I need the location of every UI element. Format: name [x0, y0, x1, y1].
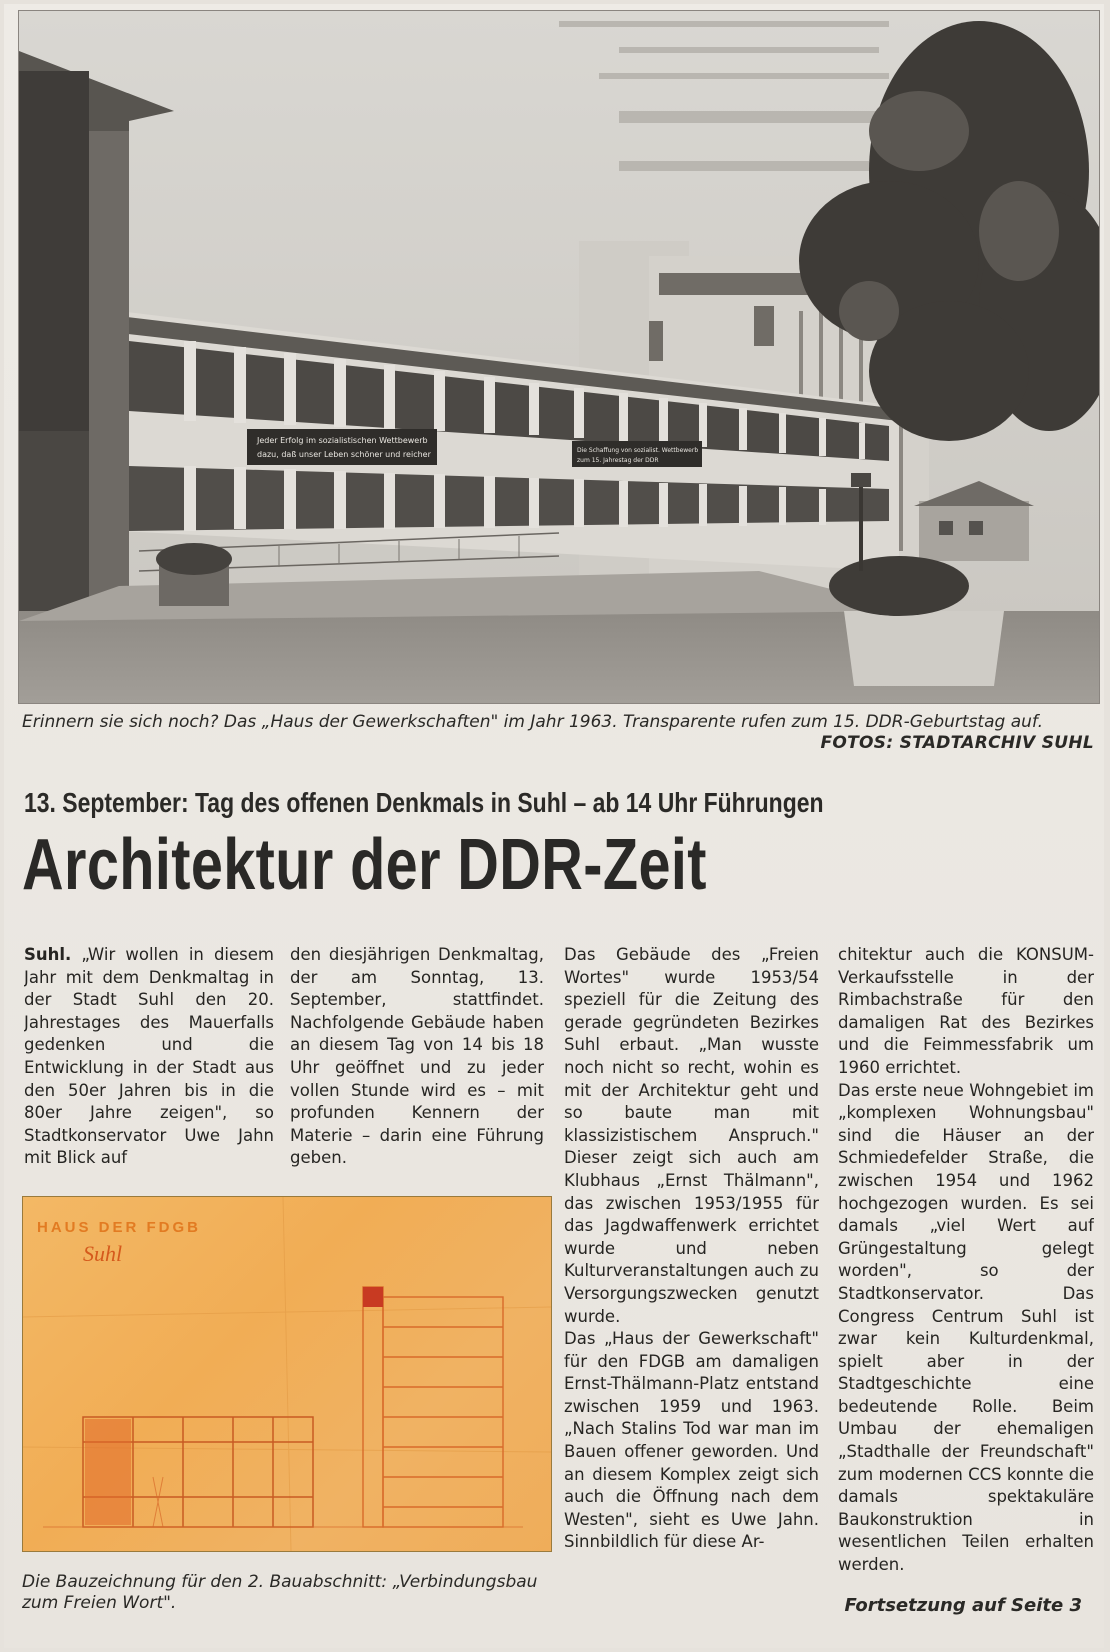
- dateline: Suhl.: [24, 945, 72, 964]
- article-column-1: [24, 944, 274, 1174]
- article-column-4: [838, 944, 1094, 1574]
- headline: Architektur der DDR-Zeit: [22, 825, 707, 905]
- svg-text:dazu, daß unser Leben schöner: dazu, daß unser Leben schöner und reicher: [257, 450, 431, 459]
- column-1-text: „Wir wollen in diesem Jahr mit dem Denkmaltag in der Stadt Suhl den 20. Jahrestages des Mauerfalls gedenken und die Entwicklung in der Stadt aus den 50er Jahren bis in die 80er Jahre zeigen", so Stadtkonservator Uwe Jahn mit Blick auf: [24, 945, 274, 1168]
- drawing-place-name: Suhl: [83, 1241, 123, 1266]
- column-3-paragraph-2: Das „Haus der Gewerkschaft" für den FDGB am damaligen Ernst-Thälmann-Platz entstand zwischen 1959 und 1963. „Nach Stalins Tod war man im Bauen offener geworden. Und an diesem Komplex zeigt sich auch die Öffnung nach dem Westen", sieht es Uwe Jahn. Sinnbildlich für diese Ar-: [564, 1329, 819, 1552]
- svg-text:zum 15. Jahrestag der DDR: zum 15. Jahrestag der DDR: [577, 457, 659, 464]
- column-2-text: den diesjährigen Denkmaltag, der am Sonntag, 13. September, stattfindet. Nachfolgende Gebäude haben an diesem Tag von 14 bis 18 Uhr geöffnet und zu jeder vollen Stunde wird es – mit profunden Kennern der Materie – darin eine Führung geben.: [290, 945, 544, 1168]
- historic-photo-haus-der-gewerkschaften: [18, 10, 1100, 704]
- photo-caption: [22, 712, 1094, 753]
- column-3-paragraph-1: Das Gebäude des „Freien Wortes" wurde 1953/54 speziell für die Zeitung des gerade gegründeten Bezirkes Suhl erbaut. „Man wusste noch nicht so recht, wohin es mit der Architektur geht und so baute man mit klassizistischem Anspruch." Dieser zeigt sich auch am Klubhaus „Ernst Thälmann", das zwischen 1953/1955 für das Jagdwaffenwerk errichtet wurde und neben Kulturveranstaltungen auch zu Versorgungszwecken genutzt wurde.: [564, 945, 819, 1326]
- column-4-paragraph-2: Das erste neue Wohngebiet im „komplexen Wohnungsbau" sind die Häuser an der Schmiedefelder Straße, die zwischen 1954 und 1962 hochgezogen wurden. Es sei damals „viel Wert auf Grüngestaltung gelegt worden", so der Stadtkonservator. Das Congress Centrum Suhl ist zwar kein Kulturdenkmal, spielt aber in der Stadtgeschichte eine bedeutende Rolle. Beim Umbau der ehemaligen „Stadthalle der Freundschaft" zum modernen CCS konnte die damals spektakuläre Baukonstruktion in wesentlichen Teilen erhalten werden.: [838, 1080, 1094, 1574]
- newspaper-page: [4, 4, 1104, 1648]
- photo-credit: FOTOS: STADTARCHIV SUHL: [820, 733, 1094, 753]
- photo-caption-text: Erinnern sie sich noch? Das „Haus der Gewerkschaften" im Jahr 1963. Transparente rufen zum 15. DDR-Geburtstag auf.: [22, 712, 1043, 732]
- column-4-paragraph-1: chitektur auch die KONSUM-Verkaufsstelle in der Rimbachstraße für den damaligen Rat des Bezirkes und die Feimmessfabrik um 1960 errichtet.: [838, 945, 1094, 1077]
- drawing-caption: Die Bauzeichnung für den 2. Bauabschnitt: „Verbindungsbau zum Freien Wort".: [22, 1572, 538, 1613]
- architectural-drawing: [22, 1196, 552, 1552]
- article-column-3: [564, 944, 819, 1624]
- drawing-title-stamp: HAUS DER FDGB: [37, 1219, 202, 1236]
- svg-text:Die Schaffung von sozialist. W: Die Schaffung von sozialist. Wettbewerb: [577, 447, 699, 454]
- kicker-subheadline: 13. September: Tag des offenen Denkmals in Suhl – ab 14 Uhr Führungen: [24, 787, 824, 818]
- continuation-note: Fortsetzung auf Seite 3: [844, 1595, 1082, 1616]
- svg-text:Jeder Erfolg im sozialistische: Jeder Erfolg im sozialistischen Wettbewerb: [257, 436, 428, 445]
- article-column-2: [290, 944, 544, 1174]
